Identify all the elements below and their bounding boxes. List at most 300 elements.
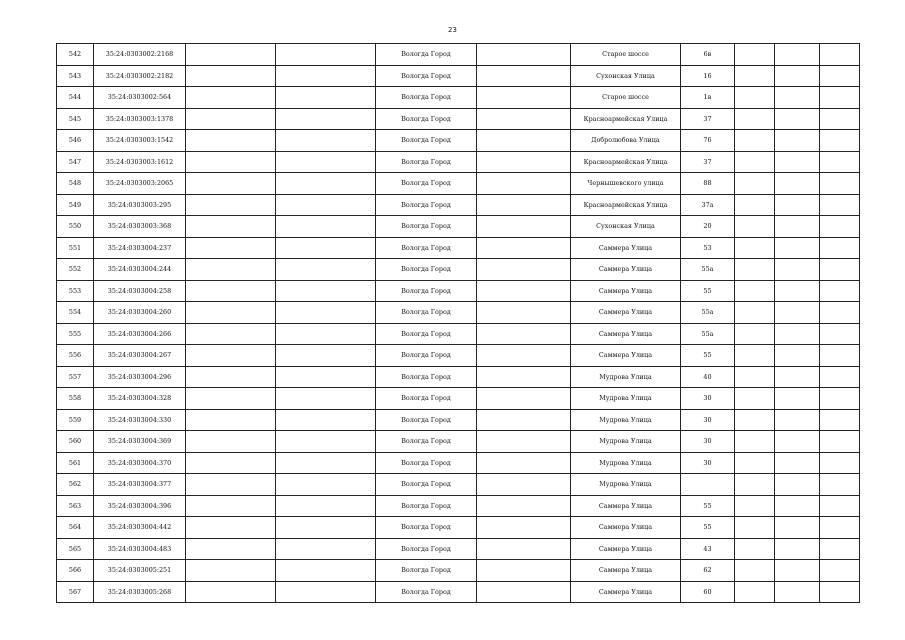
cell-blank-col-10 xyxy=(775,237,820,259)
cell-blank-col-6 xyxy=(477,216,571,238)
cell-blank-col-3 xyxy=(186,323,276,345)
cell-blank-col-9 xyxy=(735,302,775,324)
cell-street: Сухонская Улица xyxy=(571,216,681,238)
cell-locality: Вологда Город xyxy=(376,560,477,582)
table-row xyxy=(57,302,860,324)
cell-blank-col-6 xyxy=(477,452,571,474)
cell-locality: Вологда Город xyxy=(376,108,477,130)
cell-blank-col-11 xyxy=(820,151,860,173)
cell-blank-col-11 xyxy=(820,366,860,388)
cell-street: Старое шоссе xyxy=(571,87,681,109)
table-row xyxy=(57,151,860,173)
cell-street: Саммера Улица xyxy=(571,495,681,517)
cell-blank-col-9 xyxy=(735,431,775,453)
cell-blank-col-9 xyxy=(735,560,775,582)
cell-blank-col-10 xyxy=(775,173,820,195)
cell-row-number: 562 xyxy=(57,474,94,496)
cell-house-number: 6в xyxy=(681,44,735,66)
cell-blank-col-3 xyxy=(186,581,276,603)
cell-blank-col-10 xyxy=(775,345,820,367)
cell-row-number: 544 xyxy=(57,87,94,109)
cell-blank-col-3 xyxy=(186,495,276,517)
cell-cadastral-number: 35:24:0303004:267 xyxy=(94,345,186,367)
cell-blank-col-4 xyxy=(276,495,376,517)
cell-blank-col-11 xyxy=(820,517,860,539)
cell-blank-col-3 xyxy=(186,538,276,560)
cell-street: Красноармейская Улица xyxy=(571,108,681,130)
cell-blank-col-6 xyxy=(477,474,571,496)
cell-cadastral-number: 35:24:0303004:377 xyxy=(94,474,186,496)
cell-blank-col-3 xyxy=(186,474,276,496)
table-row xyxy=(57,173,860,195)
table-row xyxy=(57,65,860,87)
cell-blank-col-9 xyxy=(735,452,775,474)
cell-blank-col-3 xyxy=(186,517,276,539)
cell-cadastral-number: 35:24:0303004:370 xyxy=(94,452,186,474)
cell-blank-col-3 xyxy=(186,560,276,582)
cell-blank-col-3 xyxy=(186,44,276,66)
cell-blank-col-9 xyxy=(735,216,775,238)
cell-blank-col-11 xyxy=(820,65,860,87)
cell-blank-col-4 xyxy=(276,345,376,367)
cell-house-number: 30 xyxy=(681,409,735,431)
cell-cadastral-number: 35:24:0303002:564 xyxy=(94,87,186,109)
cell-blank-col-10 xyxy=(775,302,820,324)
table-row xyxy=(57,474,860,496)
cell-blank-col-10 xyxy=(775,409,820,431)
cell-blank-col-6 xyxy=(477,431,571,453)
cell-blank-col-6 xyxy=(477,44,571,66)
table-row xyxy=(57,517,860,539)
cell-blank-col-10 xyxy=(775,280,820,302)
cell-blank-col-11 xyxy=(820,108,860,130)
cell-row-number: 556 xyxy=(57,345,94,367)
registry-table-body xyxy=(57,44,860,603)
cell-blank-col-4 xyxy=(276,130,376,152)
cell-street: Саммера Улица xyxy=(571,323,681,345)
table-row xyxy=(57,538,860,560)
cell-blank-col-6 xyxy=(477,108,571,130)
cell-row-number: 543 xyxy=(57,65,94,87)
cell-house-number: 55а xyxy=(681,259,735,281)
cell-house-number: 1в xyxy=(681,87,735,109)
cell-blank-col-10 xyxy=(775,560,820,582)
cell-blank-col-9 xyxy=(735,259,775,281)
cell-street: Саммера Улица xyxy=(571,560,681,582)
cell-cadastral-number: 35:24:0303004:258 xyxy=(94,280,186,302)
table-row xyxy=(57,388,860,410)
cell-locality: Вологда Город xyxy=(376,237,477,259)
cell-blank-col-9 xyxy=(735,151,775,173)
cell-blank-col-6 xyxy=(477,581,571,603)
table-row xyxy=(57,108,860,130)
cell-cadastral-number: 35:24:0303003:2065 xyxy=(94,173,186,195)
cell-blank-col-9 xyxy=(735,194,775,216)
cell-blank-col-3 xyxy=(186,345,276,367)
cell-locality: Вологда Город xyxy=(376,216,477,238)
cell-row-number: 559 xyxy=(57,409,94,431)
cell-cadastral-number: 35:24:0303002:2182 xyxy=(94,65,186,87)
cell-locality: Вологда Город xyxy=(376,65,477,87)
cell-cadastral-number: 35:24:0303004:442 xyxy=(94,517,186,539)
cell-blank-col-3 xyxy=(186,173,276,195)
cell-blank-col-4 xyxy=(276,44,376,66)
cell-street: Чернышевского улица xyxy=(571,173,681,195)
cell-blank-col-11 xyxy=(820,495,860,517)
cell-blank-col-3 xyxy=(186,65,276,87)
cell-locality: Вологда Город xyxy=(376,130,477,152)
cell-blank-col-9 xyxy=(735,108,775,130)
cell-blank-col-6 xyxy=(477,517,571,539)
cell-blank-col-10 xyxy=(775,44,820,66)
cell-locality: Вологда Город xyxy=(376,474,477,496)
cell-blank-col-11 xyxy=(820,560,860,582)
cell-blank-col-11 xyxy=(820,409,860,431)
cell-blank-col-11 xyxy=(820,280,860,302)
table-row xyxy=(57,323,860,345)
cell-house-number: 55а xyxy=(681,302,735,324)
cell-blank-col-3 xyxy=(186,194,276,216)
cell-row-number: 555 xyxy=(57,323,94,345)
cell-street: Красноармейская Улица xyxy=(571,151,681,173)
cell-blank-col-9 xyxy=(735,44,775,66)
cell-blank-col-9 xyxy=(735,409,775,431)
cell-blank-col-11 xyxy=(820,538,860,560)
cell-blank-col-3 xyxy=(186,130,276,152)
cell-blank-col-4 xyxy=(276,65,376,87)
table-row xyxy=(57,44,860,66)
cell-row-number: 566 xyxy=(57,560,94,582)
cell-cadastral-number: 35:24:0303005:251 xyxy=(94,560,186,582)
table-row xyxy=(57,366,860,388)
cell-locality: Вологда Город xyxy=(376,302,477,324)
cell-street: Саммера Улица xyxy=(571,237,681,259)
cell-street: Саммера Улица xyxy=(571,538,681,560)
cell-blank-col-4 xyxy=(276,173,376,195)
cell-blank-col-10 xyxy=(775,87,820,109)
cell-blank-col-9 xyxy=(735,388,775,410)
cell-row-number: 545 xyxy=(57,108,94,130)
cell-row-number: 547 xyxy=(57,151,94,173)
cell-blank-col-6 xyxy=(477,302,571,324)
cell-blank-col-4 xyxy=(276,323,376,345)
cell-blank-col-11 xyxy=(820,388,860,410)
table-row xyxy=(57,216,860,238)
cell-blank-col-10 xyxy=(775,431,820,453)
cell-blank-col-11 xyxy=(820,87,860,109)
cell-blank-col-10 xyxy=(775,65,820,87)
cell-blank-col-4 xyxy=(276,366,376,388)
cell-blank-col-11 xyxy=(820,130,860,152)
cell-locality: Вологда Город xyxy=(376,194,477,216)
table-row xyxy=(57,237,860,259)
cell-row-number: 567 xyxy=(57,581,94,603)
cell-blank-col-10 xyxy=(775,495,820,517)
cell-blank-col-3 xyxy=(186,302,276,324)
cell-blank-col-3 xyxy=(186,87,276,109)
cell-house-number: 55 xyxy=(681,280,735,302)
cell-cadastral-number: 35:24:0303004:330 xyxy=(94,409,186,431)
cell-cadastral-number: 35:24:0303004:296 xyxy=(94,366,186,388)
cell-blank-col-4 xyxy=(276,409,376,431)
cell-blank-col-11 xyxy=(820,194,860,216)
cell-blank-col-3 xyxy=(186,409,276,431)
cell-street: Саммера Улица xyxy=(571,345,681,367)
cell-blank-col-4 xyxy=(276,452,376,474)
cell-house-number xyxy=(681,474,735,496)
cell-street: Саммера Улица xyxy=(571,517,681,539)
cell-cadastral-number: 35:24:0303004:483 xyxy=(94,538,186,560)
cell-blank-col-3 xyxy=(186,452,276,474)
cell-blank-col-4 xyxy=(276,237,376,259)
cell-cadastral-number: 35:24:0303002:2168 xyxy=(94,44,186,66)
cell-blank-col-6 xyxy=(477,538,571,560)
cell-blank-col-4 xyxy=(276,388,376,410)
cell-cadastral-number: 35:24:0303003:1542 xyxy=(94,130,186,152)
cell-house-number: 37 xyxy=(681,108,735,130)
cell-blank-col-9 xyxy=(735,65,775,87)
cell-blank-col-10 xyxy=(775,388,820,410)
cell-blank-col-6 xyxy=(477,366,571,388)
cell-blank-col-3 xyxy=(186,216,276,238)
cell-cadastral-number: 35:24:0303004:266 xyxy=(94,323,186,345)
cell-locality: Вологда Город xyxy=(376,409,477,431)
cell-blank-col-11 xyxy=(820,44,860,66)
cell-blank-col-9 xyxy=(735,495,775,517)
cell-street: Красноармейская Улица xyxy=(571,194,681,216)
cell-locality: Вологда Город xyxy=(376,538,477,560)
cell-blank-col-4 xyxy=(276,108,376,130)
cell-blank-col-4 xyxy=(276,194,376,216)
table-row xyxy=(57,130,860,152)
cell-street: Мудрова Улица xyxy=(571,474,681,496)
cell-house-number: 37 xyxy=(681,151,735,173)
cell-blank-col-4 xyxy=(276,259,376,281)
cell-blank-col-10 xyxy=(775,538,820,560)
cell-cadastral-number: 35:24:0303004:237 xyxy=(94,237,186,259)
table-row xyxy=(57,495,860,517)
cell-blank-col-6 xyxy=(477,87,571,109)
registry-table xyxy=(56,43,860,603)
cell-house-number: 62 xyxy=(681,560,735,582)
cell-row-number: 561 xyxy=(57,452,94,474)
cell-locality: Вологда Город xyxy=(376,366,477,388)
cell-locality: Вологда Город xyxy=(376,259,477,281)
cell-blank-col-4 xyxy=(276,302,376,324)
cell-house-number: 37а xyxy=(681,194,735,216)
cell-row-number: 563 xyxy=(57,495,94,517)
cell-blank-col-9 xyxy=(735,323,775,345)
cell-blank-col-3 xyxy=(186,366,276,388)
cell-blank-col-9 xyxy=(735,581,775,603)
cell-blank-col-4 xyxy=(276,517,376,539)
cell-blank-col-6 xyxy=(477,388,571,410)
cell-locality: Вологда Город xyxy=(376,87,477,109)
cell-blank-col-9 xyxy=(735,130,775,152)
cell-blank-col-10 xyxy=(775,259,820,281)
cell-blank-col-10 xyxy=(775,194,820,216)
cell-blank-col-10 xyxy=(775,517,820,539)
cell-row-number: 549 xyxy=(57,194,94,216)
table-row xyxy=(57,560,860,582)
cell-locality: Вологда Город xyxy=(376,345,477,367)
cell-blank-col-10 xyxy=(775,323,820,345)
cell-row-number: 565 xyxy=(57,538,94,560)
cell-blank-col-9 xyxy=(735,474,775,496)
table-row xyxy=(57,431,860,453)
cell-blank-col-9 xyxy=(735,280,775,302)
cell-blank-col-11 xyxy=(820,173,860,195)
cell-street: Мудрова Улица xyxy=(571,409,681,431)
cell-street: Саммера Улица xyxy=(571,302,681,324)
cell-blank-col-9 xyxy=(735,345,775,367)
cell-house-number: 30 xyxy=(681,452,735,474)
cell-blank-col-6 xyxy=(477,259,571,281)
cell-blank-col-11 xyxy=(820,323,860,345)
cell-cadastral-number: 35:24:0303004:244 xyxy=(94,259,186,281)
cell-blank-col-11 xyxy=(820,302,860,324)
cell-house-number: 30 xyxy=(681,388,735,410)
cell-cadastral-number: 35:24:0303004:328 xyxy=(94,388,186,410)
cell-street: Мудрова Улица xyxy=(571,452,681,474)
cell-blank-col-9 xyxy=(735,366,775,388)
cell-street: Саммера Улица xyxy=(571,259,681,281)
cell-blank-col-9 xyxy=(735,87,775,109)
cell-blank-col-3 xyxy=(186,388,276,410)
cell-blank-col-4 xyxy=(276,280,376,302)
cell-blank-col-9 xyxy=(735,237,775,259)
cell-blank-col-10 xyxy=(775,108,820,130)
cell-house-number: 53 xyxy=(681,237,735,259)
cell-house-number: 30 xyxy=(681,431,735,453)
cell-blank-col-4 xyxy=(276,216,376,238)
cell-blank-col-6 xyxy=(477,323,571,345)
cell-locality: Вологда Город xyxy=(376,388,477,410)
cell-locality: Вологда Город xyxy=(376,581,477,603)
cell-blank-col-6 xyxy=(477,151,571,173)
table-row xyxy=(57,452,860,474)
cell-locality: Вологда Город xyxy=(376,44,477,66)
cell-house-number: 55 xyxy=(681,495,735,517)
cell-blank-col-10 xyxy=(775,366,820,388)
cell-street: Старое шоссе xyxy=(571,44,681,66)
cell-blank-col-3 xyxy=(186,151,276,173)
table-row xyxy=(57,409,860,431)
cell-blank-col-4 xyxy=(276,151,376,173)
cell-locality: Вологда Город xyxy=(376,431,477,453)
cell-street: Мудрова Улица xyxy=(571,366,681,388)
cell-blank-col-3 xyxy=(186,259,276,281)
cell-locality: Вологда Город xyxy=(376,173,477,195)
cell-blank-col-4 xyxy=(276,538,376,560)
cell-blank-col-6 xyxy=(477,130,571,152)
cell-cadastral-number: 35:24:0303005:268 xyxy=(94,581,186,603)
cell-row-number: 554 xyxy=(57,302,94,324)
cell-cadastral-number: 35:24:0303003:1612 xyxy=(94,151,186,173)
cell-street: Сухонская Улица xyxy=(571,65,681,87)
cell-row-number: 553 xyxy=(57,280,94,302)
cell-row-number: 552 xyxy=(57,259,94,281)
cell-row-number: 564 xyxy=(57,517,94,539)
cell-blank-col-10 xyxy=(775,130,820,152)
cell-blank-col-10 xyxy=(775,151,820,173)
cell-blank-col-11 xyxy=(820,216,860,238)
cell-blank-col-11 xyxy=(820,452,860,474)
cell-blank-col-11 xyxy=(820,345,860,367)
cell-house-number: 55 xyxy=(681,517,735,539)
cell-blank-col-4 xyxy=(276,581,376,603)
cell-blank-col-10 xyxy=(775,216,820,238)
cell-blank-col-3 xyxy=(186,280,276,302)
cell-row-number: 550 xyxy=(57,216,94,238)
cell-cadastral-number: 35:24:0303003:1378 xyxy=(94,108,186,130)
cell-blank-col-4 xyxy=(276,474,376,496)
cell-locality: Вологда Город xyxy=(376,452,477,474)
cell-blank-col-3 xyxy=(186,108,276,130)
cell-blank-col-10 xyxy=(775,581,820,603)
cell-street: Мудрова Улица xyxy=(571,431,681,453)
cell-blank-col-9 xyxy=(735,538,775,560)
cell-cadastral-number: 35:24:0303004:369 xyxy=(94,431,186,453)
cell-blank-col-4 xyxy=(276,560,376,582)
cell-blank-col-3 xyxy=(186,431,276,453)
cell-street: Мудрова Улица xyxy=(571,388,681,410)
cell-house-number: 76 xyxy=(681,130,735,152)
cell-cadastral-number: 35:24:0303004:396 xyxy=(94,495,186,517)
cell-blank-col-6 xyxy=(477,194,571,216)
cell-blank-col-6 xyxy=(477,173,571,195)
cell-locality: Вологда Город xyxy=(376,495,477,517)
table-row xyxy=(57,194,860,216)
cell-row-number: 548 xyxy=(57,173,94,195)
cell-row-number: 560 xyxy=(57,431,94,453)
cell-locality: Вологда Город xyxy=(376,323,477,345)
cell-house-number: 55 xyxy=(681,345,735,367)
cell-house-number: 16 xyxy=(681,65,735,87)
cell-blank-col-10 xyxy=(775,452,820,474)
cell-street: Саммера Улица xyxy=(571,280,681,302)
cell-blank-col-6 xyxy=(477,65,571,87)
cell-blank-col-6 xyxy=(477,237,571,259)
cell-cadastral-number: 35:24:0303003:368 xyxy=(94,216,186,238)
cell-house-number: 43 xyxy=(681,538,735,560)
cell-row-number: 557 xyxy=(57,366,94,388)
cell-cadastral-number: 35:24:0303004:260 xyxy=(94,302,186,324)
cell-house-number: 40 xyxy=(681,366,735,388)
cell-locality: Вологда Город xyxy=(376,517,477,539)
table-row xyxy=(57,345,860,367)
cell-street: Добролюбова Улица xyxy=(571,130,681,152)
cell-blank-col-4 xyxy=(276,431,376,453)
cell-locality: Вологда Город xyxy=(376,280,477,302)
cell-cadastral-number: 35:24:0303003:295 xyxy=(94,194,186,216)
cell-blank-col-6 xyxy=(477,409,571,431)
cell-blank-col-3 xyxy=(186,237,276,259)
cell-blank-col-6 xyxy=(477,495,571,517)
table-row xyxy=(57,581,860,603)
cell-house-number: 55а xyxy=(681,323,735,345)
cell-house-number: 20 xyxy=(681,216,735,238)
table-row xyxy=(57,87,860,109)
cell-house-number: 88 xyxy=(681,173,735,195)
cell-blank-col-6 xyxy=(477,345,571,367)
cell-blank-col-11 xyxy=(820,431,860,453)
cell-blank-col-11 xyxy=(820,237,860,259)
cell-blank-col-10 xyxy=(775,474,820,496)
cell-row-number: 558 xyxy=(57,388,94,410)
cell-row-number: 542 xyxy=(57,44,94,66)
page-number: 23 xyxy=(448,26,457,34)
